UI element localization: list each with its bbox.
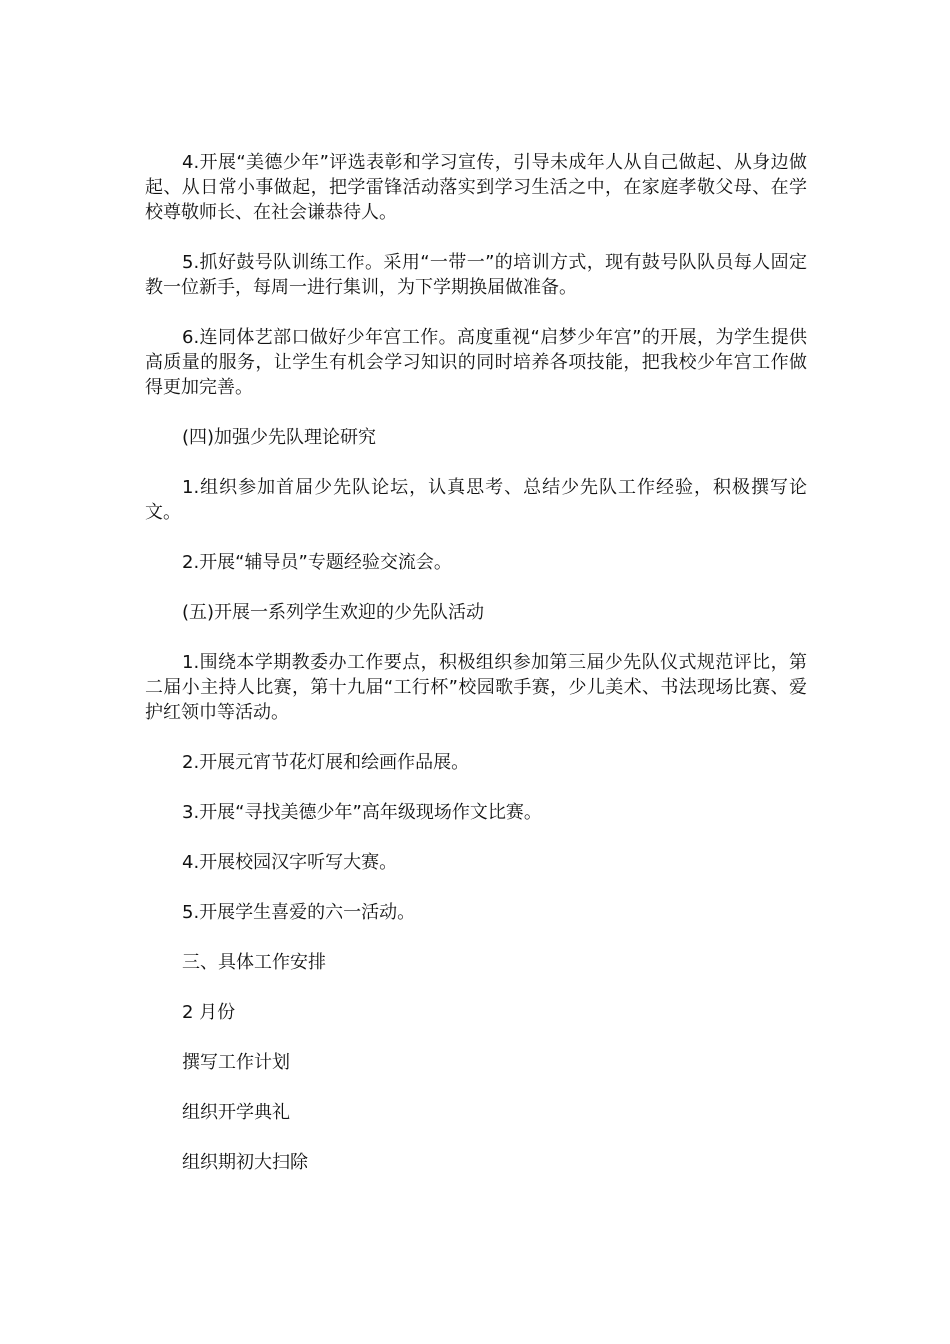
section-heading-4: (四)加强少先队理论研究 bbox=[182, 427, 377, 448]
paragraph-item-1-activities: 1.围绕本学期教委办工作要点，积极组织参加第三届少先队仪式规范评比，第二届小主持人比赛，第十九届“工行杯”校园歌手赛，少儿美术、书法现场比赛、爱护红领巾等活动。 bbox=[145, 652, 807, 723]
paragraph-item-5-guhaodui: 5.抓好鼓号队训练工作。采用“一带一”的培训方式，现有鼓号队队员每人固定教一位新手，每周一进行集训，为下学期换届做准备。 bbox=[145, 252, 807, 298]
paragraph-item-3-zuowen: 3.开展“寻找美德少年”高年级现场作文比赛。 bbox=[182, 802, 542, 823]
schedule-item: 组织开学典礼 bbox=[182, 1102, 290, 1123]
section-heading-5: (五)开展一系列学生欢迎的少先队活动 bbox=[182, 602, 485, 623]
paragraph-item-2-fudaoyuan: 2.开展“辅导员”专题经验交流会。 bbox=[182, 552, 452, 573]
paragraph-item-5-liuyi: 5.开展学生喜爱的六一活动。 bbox=[182, 902, 416, 923]
paragraph-item-6-shaoniangong: 6.连同体艺部口做好少年宫工作。高度重视“启梦少年宫”的开展，为学生提供高质量的服务，让学生有机会学习知识的同时培养各项技能，把我校少年宫工作做得更加完善。 bbox=[145, 327, 807, 398]
schedule-item: 撰写工作计划 bbox=[182, 1052, 290, 1073]
paragraph-item-2-huadeng: 2.开展元宵节花灯展和绘画作品展。 bbox=[182, 752, 470, 773]
section-heading-schedule: 三、具体工作安排 bbox=[182, 952, 326, 973]
paragraph-item-4-tingxie: 4.开展校园汉字听写大赛。 bbox=[182, 852, 398, 873]
schedule-item: 组织期初大扫除 bbox=[182, 1152, 308, 1173]
document-body bbox=[145, 150, 807, 1200]
month-label: 2 月份 bbox=[182, 1002, 236, 1023]
paragraph-item-1-luntan: 1.组织参加首届少先队论坛，认真思考、总结少先队工作经验，积极撰写论文。 bbox=[145, 477, 807, 523]
paragraph-item-4-meide: 4.开展“美德少年”评选表彰和学习宣传，引导未成年人从自己做起、从身边做起、从日常小事做起，把学雷锋活动落实到学习生活之中，在家庭孝敬父母、在学校尊敬师长、在社会谦恭待人。 bbox=[145, 152, 807, 223]
